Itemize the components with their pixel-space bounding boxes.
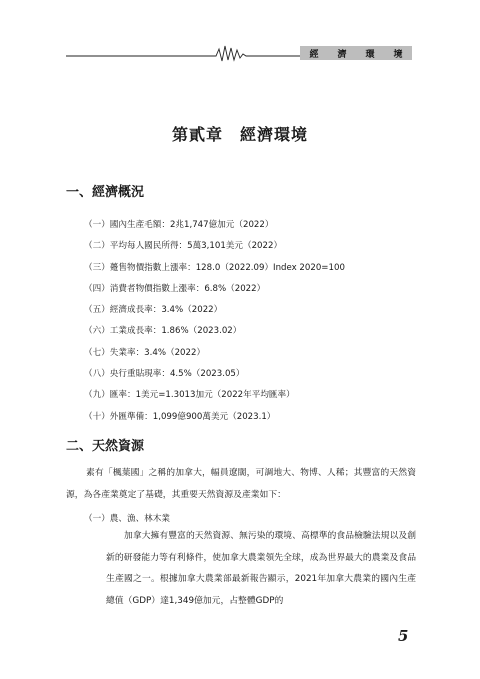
intro-paragraph: 素有「楓葉國」之稱的加拿大，幅員遼闊，可調地大、物博、人稀；其豐富的天然資源，為各產業奠定了基礎，其重要天然資源及產業如下： bbox=[66, 468, 416, 500]
list-item: （一）國內生產毛額：2兆1,747億加元（2022） bbox=[84, 220, 274, 230]
list-item: （五）經濟成長率：3.4%（2022） bbox=[84, 305, 223, 316]
header-char: 境 bbox=[393, 49, 403, 60]
list-item: （九）匯率：1美元=1.3013加元（2022年平均匯率） bbox=[84, 390, 295, 401]
list-item: （七）失業率：3.4%（2022） bbox=[84, 347, 206, 358]
section-heading-economy: 一、經濟概況 bbox=[66, 185, 145, 200]
list-item: （八）央行重貼現率：4.5%（2023.05） bbox=[84, 369, 245, 380]
sub-heading-agriculture: （一）農、漁、林木業 bbox=[84, 514, 170, 524]
list-item: （二）平均每人國民所得：5萬3,101美元（2022） bbox=[84, 241, 283, 252]
header-section-label bbox=[300, 46, 412, 60]
list-item: （四）消費者物價指數上漲率：6.8%（2022） bbox=[84, 283, 266, 294]
pulse-line-icon bbox=[66, 44, 300, 62]
list-item: （三）躉售物價指數上漲率：128.0（2022.09）Index 2020=100 bbox=[84, 262, 345, 273]
economic-indicators-list bbox=[84, 215, 345, 428]
section-heading-natural-resources: 二、天然資源 bbox=[66, 439, 145, 454]
header-char: 濟 bbox=[337, 49, 347, 60]
list-item: （六）工業成長率：1.86%（2023.02） bbox=[84, 326, 242, 337]
chapter-title: 第貳章 經濟環境 bbox=[171, 125, 308, 144]
header-char: 環 bbox=[365, 49, 375, 60]
header-char: 經 bbox=[309, 49, 319, 60]
list-item: （十）外匯準備：1,099億900萬美元（2023.1） bbox=[84, 411, 276, 422]
running-header bbox=[66, 44, 412, 62]
page-number: 5 bbox=[398, 627, 409, 645]
agriculture-paragraph: 加拿大擁有豐富的天然資源、無污染的環境、高標準的食品檢驗法規以及創新的研發能力等有利條件，使加拿大農業領先全球，成為世界最大的農業及食品生產國之一。根據加拿大農業部最新報告顯示，2021年加拿大農業的國內生產總值（GDP）達1,349億加元，占整體GDP的 bbox=[106, 531, 416, 606]
